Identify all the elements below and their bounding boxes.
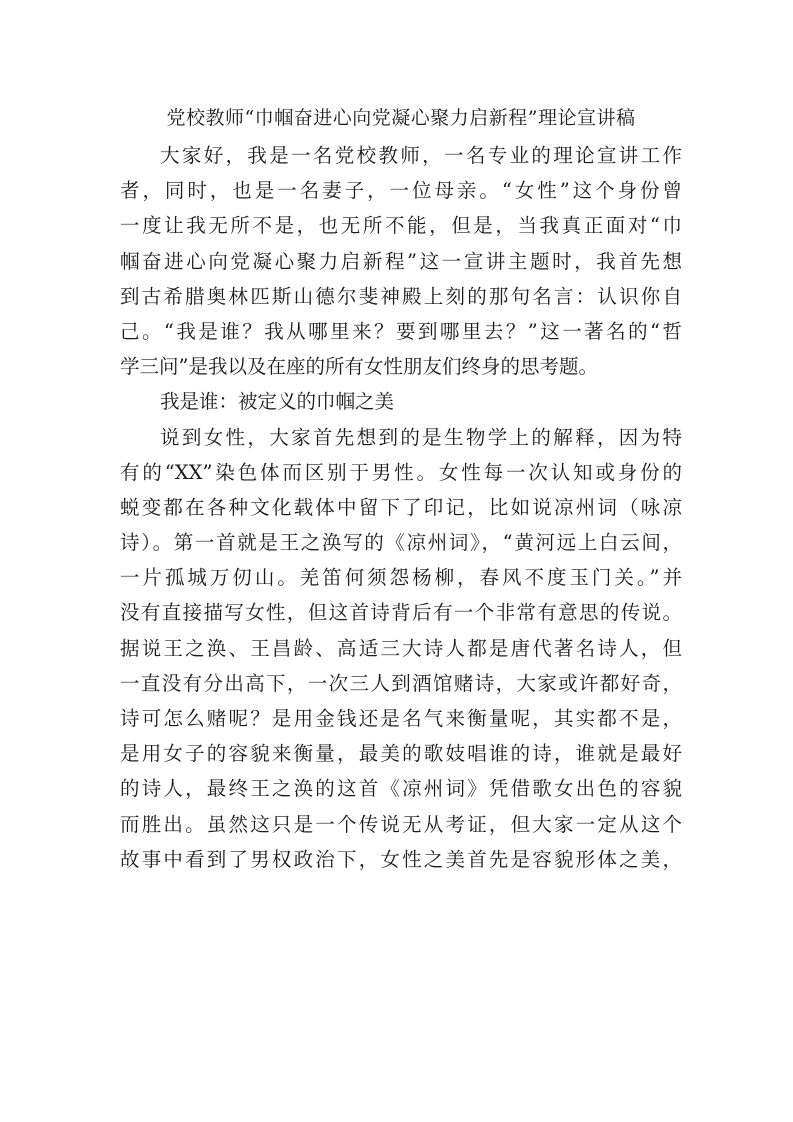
text-line: 有的“XX”染色体而区别于男性。女性每一次认知或身份的 [120,460,682,484]
text-line: 大家好，我是一名党校教师，一名专业的理论宣讲工作 [160,144,682,167]
text-line: 的诗人，最终王之涣的这首《凉州词》凭借歌女出色的容貌 [120,777,682,801]
text-line: 己。“我是谁？我从哪里来？要到哪里去？”这一著名的“哲 [120,319,682,343]
text-line: 学三问”是我以及在座的所有女性朋友们终身的思考题。 [120,355,598,379]
text-line: 故事中看到了男权政治下，女性之美首先是容貌形体之美， [120,847,682,871]
text-line: 说到女性，大家首先想到的是生物学上的解释，因为特 [160,425,682,449]
paragraph-intro [120,138,682,384]
text-line: 到古希腊奥林匹斯山德尔斐神殿上刻的那句名言：认识你自 [120,284,682,308]
text-line: 而胜出。虽然这只是一个传说无从考证，但大家一定从这个 [120,812,682,836]
text-line: 一片孤城万仞山。羌笛何须怨杨柳，春风不度玉门关。”并 [120,566,682,590]
section-heading [120,384,682,419]
document-title: 党校教师“巾帼奋进心向党凝心聚力启新程”理论宣讲稿 [166,107,636,129]
text-line: 诗可怎么赌呢？是用金钱还是名气来衡量呢，其实都不是， [120,707,682,730]
text-line: 诗）。第一首就是王之涣写的《凉州词》，“黄河远上白云间， [120,531,682,555]
text-line: 蜕变都在各种文化载体中留下了印记，比如说凉州词（咏凉 [120,495,682,519]
text-line: 据说王之涣、王昌龄、高适三大诗人都是唐代著名诗人，但 [120,636,682,660]
section-heading-text: 我是谁：被定义的巾帼之美 [160,390,395,414]
paragraph-body [120,420,682,877]
text-line: 是用女子的容貌来衡量，最美的歌妓唱谁的诗，谁就是最好 [120,742,682,766]
text-line: 帼奋进心向党凝心聚力启新程”这一宣讲主题时，我首先想 [120,249,682,273]
document-page [120,102,682,877]
text-line: 没有直接描写女性，但这首诗背后有一个非常有意思的传说。 [120,601,682,625]
text-line: 一度让我无所不是，也无所不能，但是，当我真正面对“巾 [120,214,682,238]
text-line: 一直没有分出高下，一次三人到酒馆赌诗，大家或许都好奇， [120,671,682,695]
text-line: 者，同时，也是一名妻子，一位母亲。“女性”这个身份曾 [120,179,682,203]
